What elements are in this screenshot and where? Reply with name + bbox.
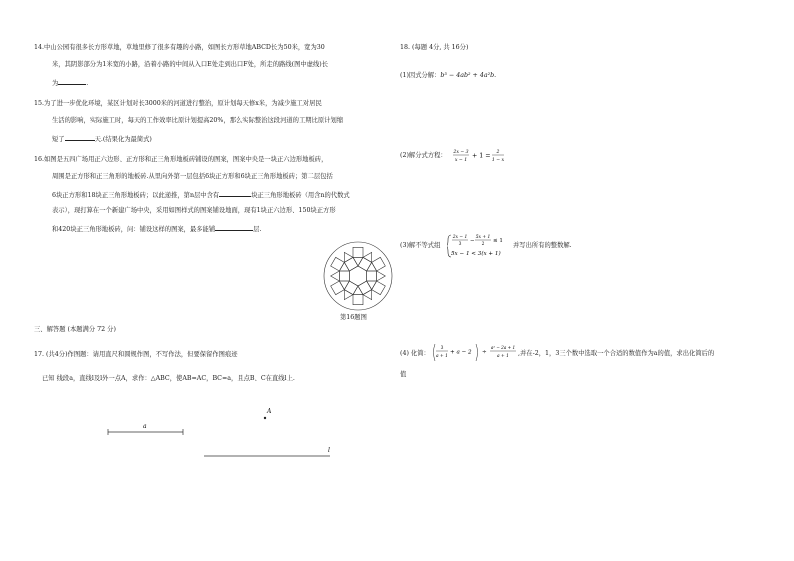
q16-line2: 周围是正方形和正三角形的地板砖.从里向外第一层包括6块正方形和6块正三角形地板砖；第二层包括 (52, 173, 333, 180)
tiling-square (331, 281, 345, 295)
tiling-outer-circle (324, 242, 392, 310)
q18-3-prefix: (3)解不等式组 (400, 242, 441, 249)
segment-a-label: a (143, 423, 147, 430)
tiling-square (372, 281, 386, 295)
tiling-square (353, 295, 363, 305)
q18-3-suffix: 并写出所有的整数解. (513, 242, 572, 249)
q18-4-frac2-den: a + 1 (497, 354, 509, 359)
tiling-triangle (339, 262, 349, 271)
tiling-square (331, 257, 345, 271)
tiling-center-hexagon (349, 266, 366, 286)
q16-line5-suffix: 层. (253, 226, 262, 233)
tiling-triangle (353, 286, 363, 295)
q18-2-num1: 2x − 3 (453, 150, 469, 155)
tiling-square (339, 271, 349, 281)
q18-3-den2: 2 (481, 242, 485, 247)
q14-line2: 米，其阴影部分为1米宽的小路，沿着小路的中间从入口E处走到出口F处，所走的路线(图中虚线)长 (52, 61, 329, 68)
q14-line3: 为 . (52, 80, 89, 87)
tiling-triangle (367, 262, 377, 271)
q18-3-num1: 2x − 1 (452, 235, 468, 240)
line-l-label: l (328, 447, 330, 454)
q18-3-num2: 5x + 1 (475, 235, 491, 240)
q18-4-frac1-den: a + 1 (436, 354, 448, 359)
q18-4-expression (432, 342, 524, 364)
q18-3-row2: 5x − 1 < 3(x + 1) (451, 251, 501, 257)
tiling-triangle (339, 281, 349, 290)
q18-3-row1-tail: ≤ 1 (493, 238, 503, 244)
q16-line3-prefix: 6块正方形和18块正三角形地板砖；以此递推，第n层中含有 (52, 192, 220, 199)
tiling-square (358, 281, 372, 295)
q18-2-mid: + 1 = (472, 152, 491, 160)
q15-line3-prefix: 短了 (52, 136, 65, 143)
q14-line1: 14.中山公园有很多长方形草地，草地里修了很多有趣的小路，如图长方形草地ABCD长为50米，宽为30 (34, 44, 325, 51)
tiling-square (367, 271, 377, 281)
tiling-triangle (363, 290, 372, 300)
section-3-heading: 三、解答题 (本题满分 72 分) (34, 326, 116, 333)
q16-line5-prefix: 和420块正三角形地板砖，问：铺设这样的图案，最多能铺 (52, 226, 216, 233)
q18-2-den1: x − 1 (454, 158, 468, 163)
q18-2-prefix: (2)解分式方程： (400, 152, 447, 159)
q18-3-den1: 3 (458, 242, 462, 247)
q18-1-expr: b³ − 4ab² + 4a²b. (440, 72, 497, 79)
tiling-triangle (363, 252, 372, 262)
q15-line3 (52, 134, 152, 144)
q16-answer-blank-2[interactable] (215, 224, 253, 231)
q18-2-num2: 2 (496, 150, 500, 155)
q18-1 (400, 72, 496, 80)
q16-line5 (52, 224, 261, 234)
tiling-square (358, 257, 372, 271)
q14-line3-suffix: 为 (52, 80, 59, 87)
q18-4-frac1-num: 3 (440, 346, 444, 351)
q15-line3-suffix: 天.(结果化为最简式) (94, 136, 152, 143)
q18-3-row1-mid: − (470, 238, 475, 244)
q14-answer-blank[interactable] (58, 78, 86, 85)
q18-4-suffix: ,并在-2，1，3三个数中选取一个合适的数值作为a的值，求出化简后的 (518, 350, 715, 357)
q15-line1: 15.为了进一步优化环境，某区计划对长3000米的河道进行整治，原计划每天修x米，为减少施工对居民 (34, 100, 322, 107)
point-A-label: A (267, 408, 272, 415)
q16-line4: 表示），现打算在一个新建广场中央，采用如图样式的图案铺设地面，现有1块正六边形、150块正方形 (52, 207, 336, 214)
point-A (264, 417, 266, 419)
q16-line3-suffix: 块正三角形地板砖（用含n的代数式 (251, 192, 350, 199)
q17-figure (100, 404, 340, 464)
tiling-triangle (344, 290, 353, 300)
q18-head: 18. (每题 4分, 共 16分) (400, 44, 469, 51)
q16-line3 (52, 190, 350, 200)
q18-2-den2: 1 − x (491, 158, 505, 163)
q18-4-op: ÷ (482, 349, 487, 356)
tiling-triangle (331, 271, 340, 281)
tiling-square (353, 247, 363, 257)
tiling-figure (318, 240, 398, 312)
q18-4-frac2-num: a² − 2a + 1 (490, 345, 516, 350)
tiling-square (372, 257, 386, 271)
q18-1-prefix: (1)因式分解： (400, 72, 441, 79)
tiling-triangle (344, 252, 353, 262)
q17-body: 已知 线段a，直线l及l外一点A，求作：△ABC，使AB=AC，BC=a，且点B、C在直线l上. (42, 375, 295, 382)
tiling-tiles (331, 247, 386, 304)
q18-2 (400, 152, 447, 160)
tiling-triangle (353, 257, 363, 266)
q16-figure-caption: 第16题图 (340, 314, 367, 321)
q18-4-prefix: (4) 化简： (400, 350, 430, 357)
tiling-triangle (367, 281, 377, 290)
tiling-triangle (377, 271, 386, 281)
q18-2-equation (452, 146, 522, 166)
q18-4-mid: + a − 2 (450, 349, 472, 356)
q15-answer-blank[interactable] (65, 134, 95, 141)
q15-line2: 生活的影响，实际施工时，每天的工作效率比原计划提高20%，那么实际整治这段河道的工期比原计划缩 (52, 117, 344, 124)
q18-4-line2: 值 (400, 371, 407, 378)
tiling-square (344, 257, 358, 271)
q17-head: 17. (共4分)作图题：请用直尺和圆规作图，不写作法，但要保留作图痕迹 (34, 351, 238, 358)
q16-line1: 16.如图是五四广场用正六边形、正方形和正三角形地板砖铺设的图案，图案中央是一块正六边形地板砖， (34, 156, 328, 163)
q16-answer-blank-1[interactable] (219, 190, 251, 197)
tiling-square (344, 281, 358, 295)
